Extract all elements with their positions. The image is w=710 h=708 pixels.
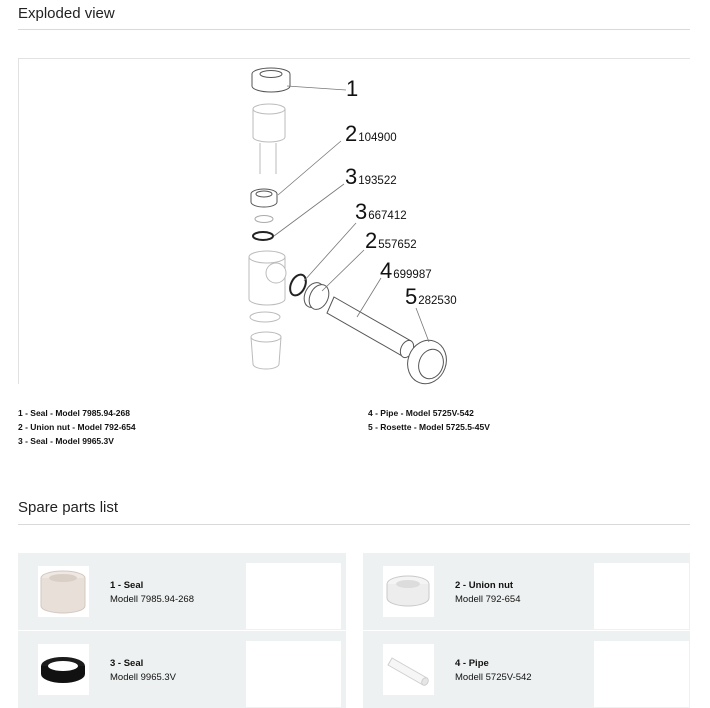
- exploded-view-diagram: [18, 58, 690, 384]
- legend-item: 2 - Union nut - Model 792-654: [18, 422, 136, 432]
- part-action-area: [594, 563, 689, 629]
- callout-4-699987: 4699987: [380, 258, 432, 283]
- part-model: Modell 792-654: [455, 594, 521, 605]
- part-title: 4 - Pipe: [455, 658, 489, 669]
- divider: [18, 524, 690, 525]
- spare-part-row[interactable]: [363, 553, 690, 615]
- part-model: Modell 7985.94-268: [110, 594, 194, 605]
- part-title: 2 - Union nut: [455, 580, 514, 591]
- spare-parts-heading: Spare parts list: [18, 499, 119, 516]
- seal-black-icon: [38, 644, 89, 695]
- pipe-4-part: [327, 297, 416, 360]
- part-model: Modell 9965.3V: [110, 672, 177, 683]
- part-model: Modell 5725V-542: [455, 672, 532, 683]
- seal-1-part: [252, 68, 290, 92]
- legend-item: 3 - Seal - Model 9965.3V: [18, 436, 114, 446]
- callout-2-104900: 2104900: [345, 121, 397, 146]
- union-nut-2-part: [251, 189, 277, 207]
- callout-2-557652: 2557652: [365, 228, 417, 253]
- part-action-area: [246, 641, 341, 707]
- spare-part-row[interactable]: [18, 553, 346, 615]
- callout-5-282530: 5282530: [405, 284, 457, 309]
- spare-part-row[interactable]: [363, 631, 690, 693]
- callout-1: 1: [346, 76, 359, 101]
- part-title: 1 - Seal: [110, 580, 144, 591]
- divider: [18, 29, 690, 30]
- part-action-area: [594, 641, 689, 707]
- trap-body-ghost: [249, 251, 286, 369]
- spare-part-row[interactable]: [18, 631, 346, 693]
- legend-right: [368, 406, 490, 434]
- part-action-area: [246, 563, 341, 629]
- callout-3-667412: 3667412: [355, 199, 407, 224]
- legend-item: 4 - Pipe - Model 5725V-542: [368, 408, 474, 418]
- spare-parts-card-left: [18, 553, 346, 708]
- part-title: 3 - Seal: [110, 658, 144, 669]
- exploded-view-heading: Exploded view: [18, 5, 115, 22]
- union-nut-icon: [383, 566, 434, 617]
- legend-item: 5 - Rosette - Model 5725.5-45V: [368, 422, 490, 432]
- spare-parts-card-right: [363, 553, 690, 708]
- legend-left: [18, 406, 136, 448]
- seal-3-part: [253, 232, 273, 240]
- legend-item: 1 - Seal - Model 7985.94-268: [18, 408, 130, 418]
- pipe-icon: [383, 644, 434, 695]
- seal-white-icon: [38, 566, 89, 617]
- callout-3-193522: 3193522: [345, 164, 397, 189]
- tailpiece-ghost: [253, 104, 285, 174]
